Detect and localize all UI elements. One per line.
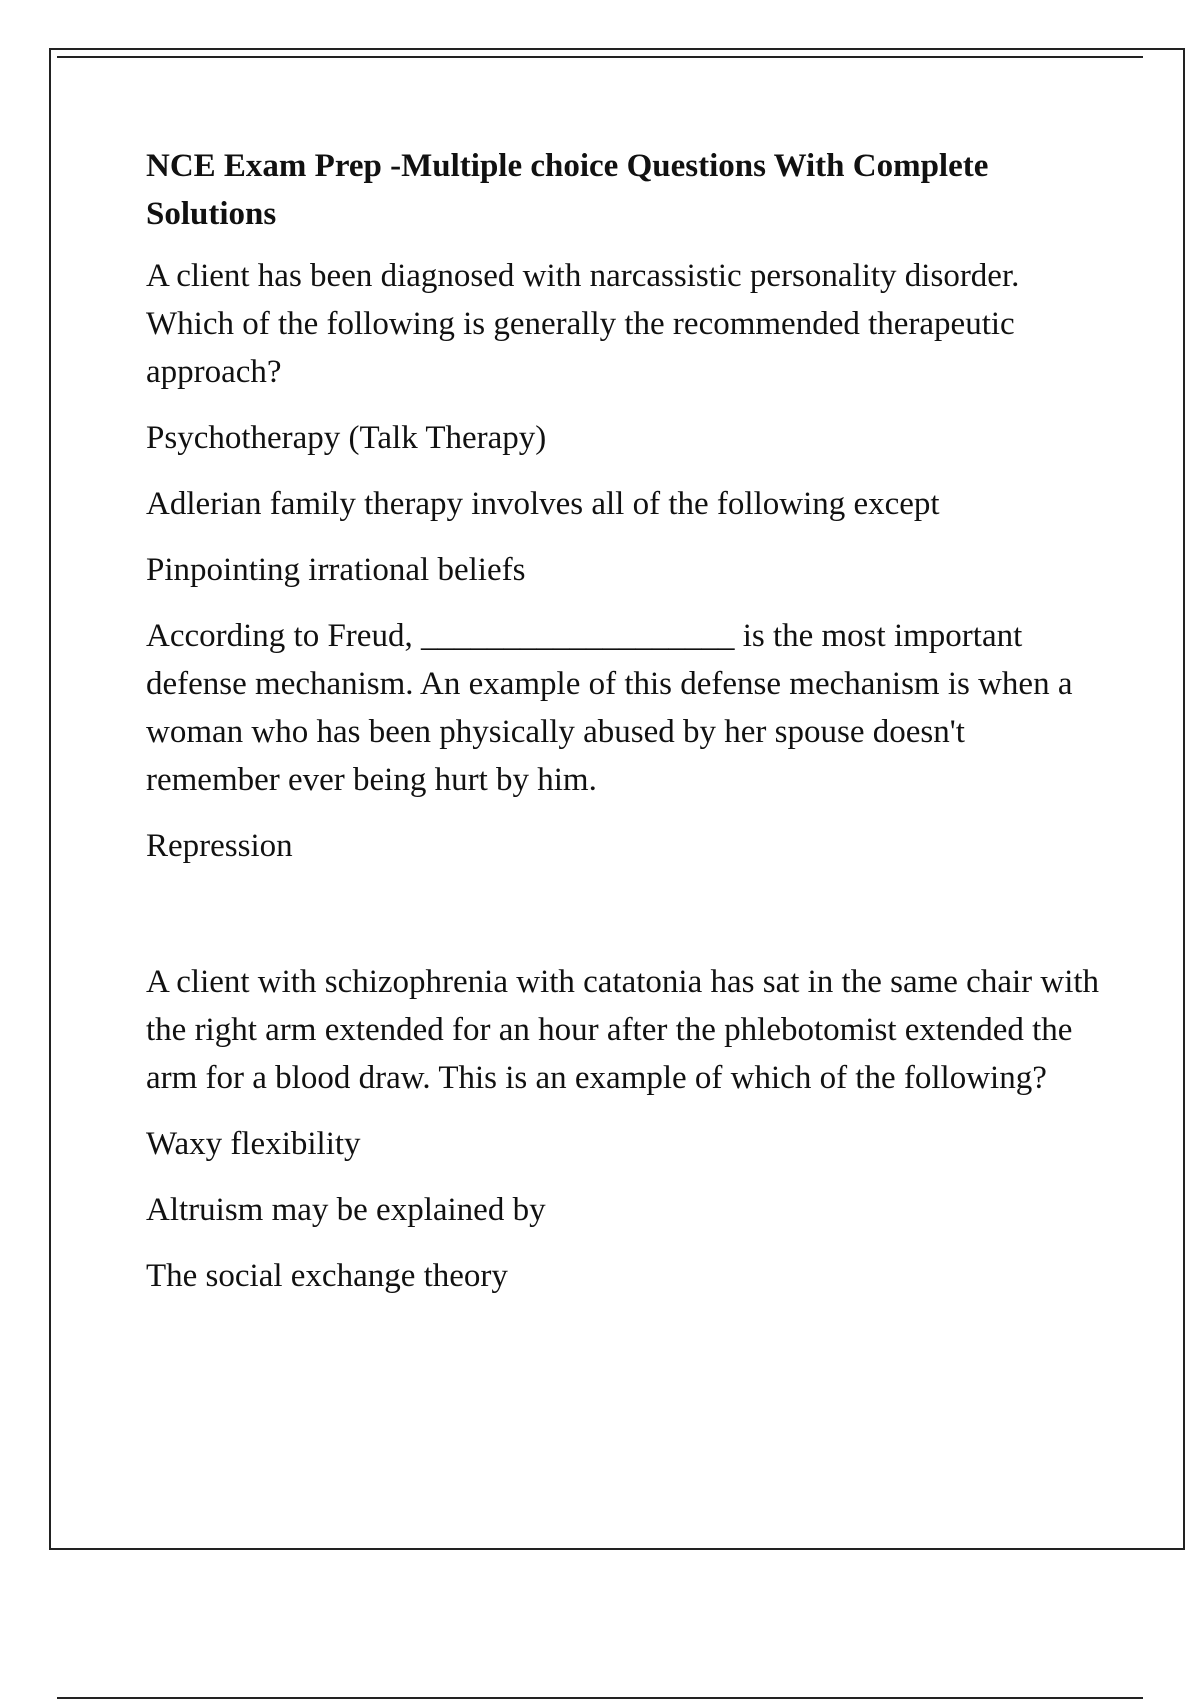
question-4: A client with schizophrenia with catatonia has sat in the same chair with the right arm extended for an hour after the phlebotomist extended the arm for a blood draw. This is an example of which of the following? [146,964,1100,1096]
answer-1: Psychotherapy (Talk Therapy) [146,420,547,456]
answer-3: Repression [146,828,293,864]
document-title: NCE Exam Prep -Multiple choice Questions With Complete Solutions [146,148,989,232]
question-5: Altruism may be explained by [146,1192,546,1228]
section-spacer [146,888,1106,958]
answer-4: Waxy flexibility [146,1126,361,1162]
answer-2: Pinpointing irrational beliefs [146,552,526,588]
next-page-top-rule [57,1697,1143,1699]
question-1: A client has been diagnosed with narcassistic personality disorder. Which of the following is generally the recommended therapeutic approach? [146,258,1020,390]
answer-5: The social exchange theory [146,1258,508,1294]
document-content [146,142,1106,1318]
question-2: Adlerian family therapy involves all of the following except [146,486,940,522]
question-3: According to Freud, ___________________ is the most important defense mechanism. An example of this defense mechanism is when a woman who has been physically abused by her spouse doesn't remember ever being hurt by him. [146,618,1073,798]
top-rule [57,56,1143,58]
